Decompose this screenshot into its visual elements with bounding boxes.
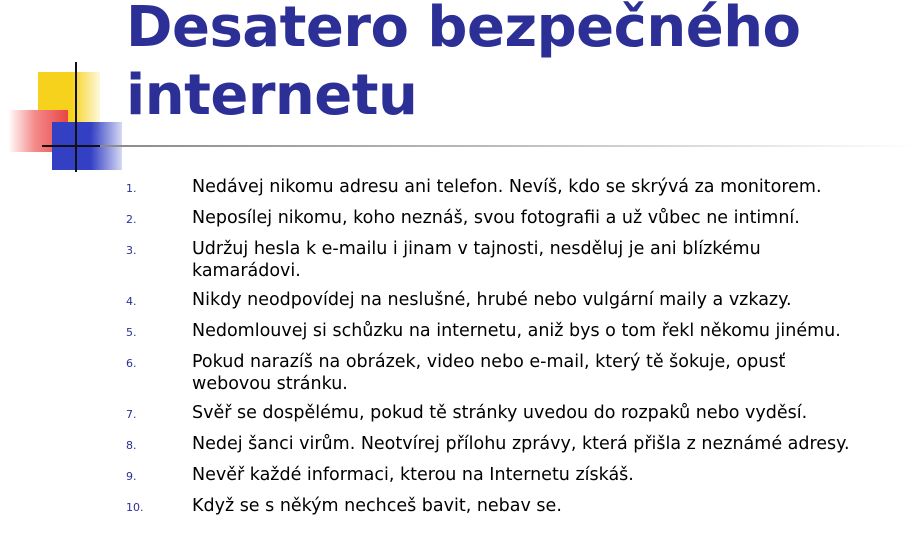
list-number: 7. [126, 408, 137, 421]
list-number: 1. [126, 182, 137, 195]
list-number: 2. [126, 213, 137, 226]
title-underline [100, 145, 918, 147]
rules-list [126, 176, 911, 526]
list-text: Pokud narazíš na obrázek, video nebo e-mail, který tě šokuje, opusť webovou stránku. [192, 352, 786, 394]
list-item [126, 176, 911, 200]
list-text: Udržuj hesla k e-mailu i jinam v tajnosti, nesděluj je ani blízkému kamarádovi. [192, 239, 761, 281]
list-number: 5. [126, 326, 137, 339]
list-item [126, 238, 911, 282]
list-text: Když se s někým nechceš bavit, nebav se. [192, 496, 562, 516]
list-number: 9. [126, 470, 137, 483]
decorative-logo-icon [0, 60, 140, 175]
list-text: Nedej šanci virům. Neotvírej přílohu zprávy, která přišla z neznámé adresy. [192, 434, 850, 454]
list-item [126, 464, 911, 488]
list-item [126, 433, 911, 457]
list-text: Neposílej nikomu, koho neznáš, svou fotografii a už vůbec ne intimní. [192, 208, 800, 228]
list-text: Nedávej nikomu adresu ani telefon. Nevíš, kdo se skrývá za monitorem. [192, 177, 822, 197]
list-number: 4. [126, 295, 137, 308]
list-text: Nedomlouvej si schůzku na internetu, aniž bys o tom řekl někomu jinému. [192, 321, 841, 341]
list-item [126, 402, 911, 426]
list-number: 8. [126, 439, 137, 452]
list-text: Svěř se dospělému, pokud tě stránky uvedou do rozpaků nebo vyděsí. [192, 403, 808, 423]
list-item [126, 289, 911, 313]
list-number: 6. [126, 357, 137, 370]
slide-title: Desatero bezpečného internetu [126, 0, 801, 128]
list-text: Nikdy neodpovídej na neslušné, hrubé nebo vulgární maily a vzkazy. [192, 290, 792, 310]
list-item [126, 495, 911, 519]
list-item [126, 207, 911, 231]
vertical-line [75, 62, 77, 172]
list-item [126, 351, 911, 395]
list-number: 10. [126, 501, 144, 514]
list-item [126, 320, 911, 344]
list-text: Nevěř každé informaci, kterou na Internetu získáš. [192, 465, 634, 485]
list-number: 3. [126, 244, 137, 257]
